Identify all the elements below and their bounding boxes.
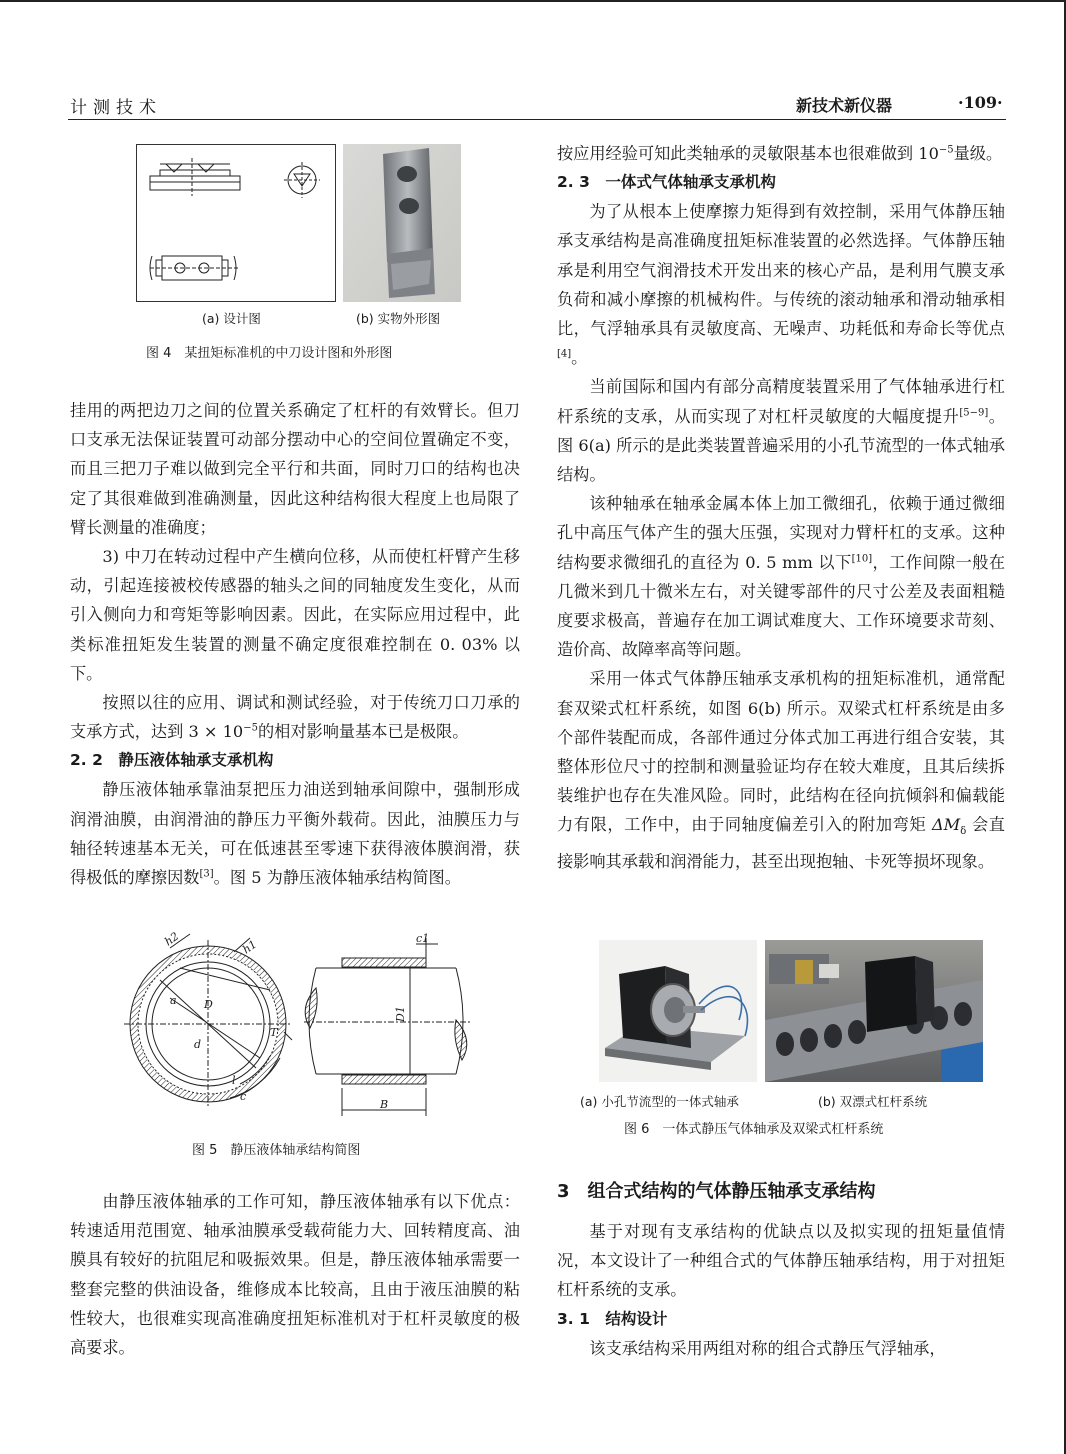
journal-name: 计测技术	[70, 98, 162, 118]
paragraph: 静压液体轴承靠油泵把压力油送到轴承间隙中，强制形成润滑油膜，由润滑油的静压力平衡外载荷。因此，油膜压力与轴径转速基本无关，可在低速甚至零速下获得液体膜润滑，获得极低的摩擦因数[3]。图 5 为静压液体轴承结构简图。	[70, 780, 520, 888]
figure6-sub-b: (b) 双漂式杠杆系统	[818, 1094, 928, 1109]
figure5-caption: 图 5 静压液体轴承结构简图	[192, 1143, 361, 1158]
section-heading-3: 3 组合式结构的气体静压轴承支承结构	[557, 1181, 876, 1202]
paragraph: 采用一体式气体静压轴承支承机构的扭矩标准机，通常配套双梁式杠杆系统，如图 6(b) 所示。双梁式杠杆系统是由多个部件装配而成，各部件通过分体式加工再进行组合安装，其整体形位尺寸的控制和测量验证均存在较大难度，且其后续拆装维护也存在失准风险。同时，此结构在径向抗倾斜和偏载能力有限，工作中，由于同轴度偏差引入的附加弯矩 $\Delta M_\delta$ 会直接影响其承载和润滑能力，甚至出现抱轴、卡死等损坏现象。	[557, 669, 1005, 871]
paragraph: 按照以往的应用、调试和测试经验，对于传统刀口刀承的支承方式，达到 $3 \times 10^{-5}$的相对影响量基本已是极限。	[70, 693, 520, 742]
fig5-label-D: D	[204, 998, 213, 1011]
figure6-sub-a: (a) 小孔节流型的一体式轴承	[580, 1094, 739, 1109]
section-heading-2-2: 2. 2 静压液体轴承支承机构	[70, 751, 274, 770]
figure5-diagram	[120, 928, 480, 1128]
paragraph: 为了从根本上使摩擦力矩得到有效控制，采用气体静压轴承支承结构是高准确度扭矩标准装置的必然选择。气体静压轴承是利用空气润滑技术开发出来的核心产品，是利用气膜支承负荷和减小摩擦的机械构件。与传统的滚动轴承和滑动轴承相比，气浮轴承具有灵敏度高、无噪声、功耗低和寿命长等优点[4]。	[557, 202, 1005, 368]
figure4-sub-a: (a) 设计图	[202, 311, 261, 326]
fig5-label-d: d	[194, 1038, 202, 1051]
section-name: 新技术新仪器	[796, 96, 893, 115]
paragraph: 按应用经验可知此类轴承的灵敏限基本也很难做到 $10^{-5}$量级。	[557, 144, 1003, 163]
section-heading-3-1: 3. 1 结构设计	[557, 1309, 668, 1328]
fig5-label-B: B	[380, 1098, 389, 1111]
paragraph: 由静压液体轴承的工作可知，静压液体轴承有以下优点：转速适用范围宽、轴承油膜承受载荷能力大、回转精度高、油膜具有较好的抗阻尼和吸振效果。但是，静压液体轴承需要一整套完整的供油设备，维修成本比较高，且由于液压油膜的粘性较大，也很难实现高准确度扭矩标准机对于杠杆灵敏度的极高要求。	[70, 1192, 520, 1358]
page-number: ·109·	[958, 93, 1003, 112]
fig5-label-a: a	[170, 994, 177, 1007]
left-column-upper	[70, 396, 520, 892]
page-top-border	[0, 0, 1066, 2]
fig5-label-T: T	[270, 1026, 278, 1039]
figure4-sub-b: (b) 实物外形图	[356, 311, 441, 326]
right-column-lower	[557, 1217, 1005, 1363]
paragraph: 当前国际和国内有部分高精度装置采用了气体轴承进行杠杆系统的支承，从而实现了对杠杆灵敏度的大幅度提升[5−9]。图 6(a) 所示的是此类装置普遍采用的小孔节流型的一体式轴承结构。	[557, 377, 1005, 485]
paragraph: 该种轴承在轴承金属本体上加工微细孔，依赖于通过微细孔中高压气体产生的强大压强，实现对力臂杆杠的支承。这种结构要求微细孔的直径为 0. 5 mm 以下[10]，工作间隙一般在几微米到几十微米左右，对关键零部件的尺寸公差及表面粗糙度要求极高，普遍存在加工调试难度大、工作环境要求苛刻、造价高、故障率高等问题。	[557, 494, 1006, 660]
figure6-caption: 图 6 一体式静压气体轴承及双梁式杠杆系统	[624, 1122, 884, 1137]
right-column-upper	[557, 139, 1005, 876]
figure6b-photo	[765, 940, 983, 1082]
left-column-lower	[70, 1187, 520, 1362]
paragraph: 3) 中刀在转动过程中产生横向位移，从而使杠杆臂产生移动，引起连接被校传感器的轴头之间的同轴度发生变化，从而引入侧向力和弯矩等影响因素。因此，在实际应用过程中，此类标准扭矩发生装置的测量不确定度很难控制在 0. 03% 以下。	[70, 547, 520, 683]
figure4-physical-photo	[343, 144, 461, 302]
figure4-design-drawing	[136, 144, 336, 302]
fig5-label-l: l	[232, 1074, 236, 1087]
section-heading-2-3: 2. 3 一体式气体轴承支承机构	[557, 173, 776, 192]
paragraph: 该支承结构采用两组对称的组合式静压气浮轴承，	[589, 1338, 946, 1358]
fig5-label-D1: D1	[394, 1006, 407, 1022]
fig5-label-h1: h1	[240, 937, 260, 957]
figure6a-photo	[599, 940, 757, 1082]
fig5-label-c1: c1	[416, 932, 430, 945]
fig5-label-h2: h2	[162, 929, 182, 949]
fig5-label-c: c	[240, 1090, 247, 1103]
figure4-caption: 图 4 某扭矩标准机的中刀设计图和外形图	[146, 346, 393, 361]
header-rule	[68, 119, 1006, 120]
paragraph: 基于对现有支承结构的优缺点以及拟实现的扭矩量值情况，本文设计了一种组合式的气体静压轴承结构，用于对扭矩杠杆系统的支承。	[557, 1222, 1005, 1300]
paragraph: 挂用的两把边刀之间的位置关系确定了杠杆的有效臂长。但刀口支承无法保证装置可动部分摆动中心的空间位置确定不变，而且三把刀子难以做到完全平行和共面，同时刀口的结构也决定了其很难做到准确测量，因此这种结构很大程度上也局限了臂长测量的准确度；	[70, 401, 520, 537]
